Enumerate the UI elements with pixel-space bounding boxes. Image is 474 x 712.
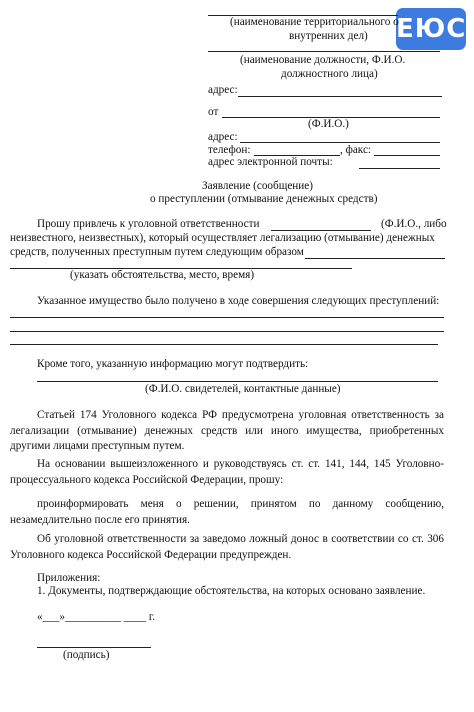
- signature-caption: (подпись): [63, 649, 110, 661]
- p5-text: На основании вышеизложенного и руководствуясь ст. ст. 141, 144, 145 Уголовно-процессуального кодекса Российской Федерации, прошу:: [10, 458, 444, 486]
- p4-text: Статьей 174 Уголовного кодекса РФ предусмотрена уголовная ответственность за легализации (отмывание) денежных средств или иного имущества, приобретенных другими лицами преступным путем.: [10, 409, 444, 453]
- p1-fio-caption: (Ф.И.О., либо: [381, 218, 447, 230]
- fio-caption: (Ф.И.О.): [308, 118, 349, 130]
- p1-way-line: [305, 258, 445, 259]
- p1-name-line: [271, 230, 371, 231]
- position-caption-2: должностного лица): [281, 68, 378, 80]
- p1-line-3: средств, полученных преступным путем следующим образом: [10, 246, 304, 258]
- org-caption-1: (наименование территориального о: [230, 16, 399, 28]
- org-caption-2: внутренних дел): [289, 30, 368, 42]
- p2-line-1: [10, 317, 444, 318]
- title-line-1: Заявление (сообщение): [202, 180, 313, 192]
- p3-text: Кроме того, указанную информацию могут подтвердить:: [37, 358, 309, 370]
- p3-caption: (Ф.И.О. свидетелей, контактные данные): [145, 383, 341, 395]
- phone-label: телефон:: [208, 144, 251, 156]
- p2-line-3: [10, 344, 438, 345]
- signature-line: [37, 647, 151, 648]
- address-label: адрес:: [208, 84, 238, 96]
- p3-line: [37, 381, 438, 382]
- address2-label: адрес:: [208, 131, 238, 143]
- fax-line: [374, 155, 440, 156]
- fax-label: , факс:: [340, 144, 372, 156]
- email-line: [359, 168, 440, 169]
- logo-text: ЕЮС: [396, 14, 467, 44]
- address-line: [238, 96, 442, 97]
- p1-start: Прошу привлечь к уголовной ответственности: [37, 218, 260, 230]
- p1-line-2: неизвестного, неизвестных), который осуществляет легализацию (отмывание) денежных: [10, 232, 435, 244]
- attachment-item-1: 1. Документы, подтверждающие обстоятельства, на которых основано заявление.: [37, 585, 426, 597]
- address2-line: [240, 142, 440, 143]
- position-line: [208, 51, 440, 52]
- from-label: от: [208, 106, 219, 118]
- p1-caption: (указать обстоятельства, место, время): [70, 269, 255, 281]
- p2-line-2: [10, 331, 444, 332]
- p6-text: проинформировать меня о решении, принятом по данному сообщению, незамедлительно после его принятия.: [10, 498, 444, 526]
- email-label: адрес электронной почты:: [208, 156, 333, 168]
- title-line-2: о преступлении (отмывание денежных средств): [150, 193, 378, 205]
- p2-text: Указанное имущество было получено в ходе совершения следующих преступлений:: [37, 295, 440, 307]
- position-caption-1: (наименование должности, Ф.И.О.: [240, 54, 406, 66]
- ejus-logo: [396, 8, 466, 50]
- date-line: «___»__________ ____ г.: [37, 611, 155, 623]
- p7-text: Об уголовной ответственности за заведомо ложный донос в соответствии со ст. 306 Уголовного кодекса Российской Федерации предупрежден.: [10, 533, 444, 561]
- attachments-label: Приложения:: [37, 572, 101, 584]
